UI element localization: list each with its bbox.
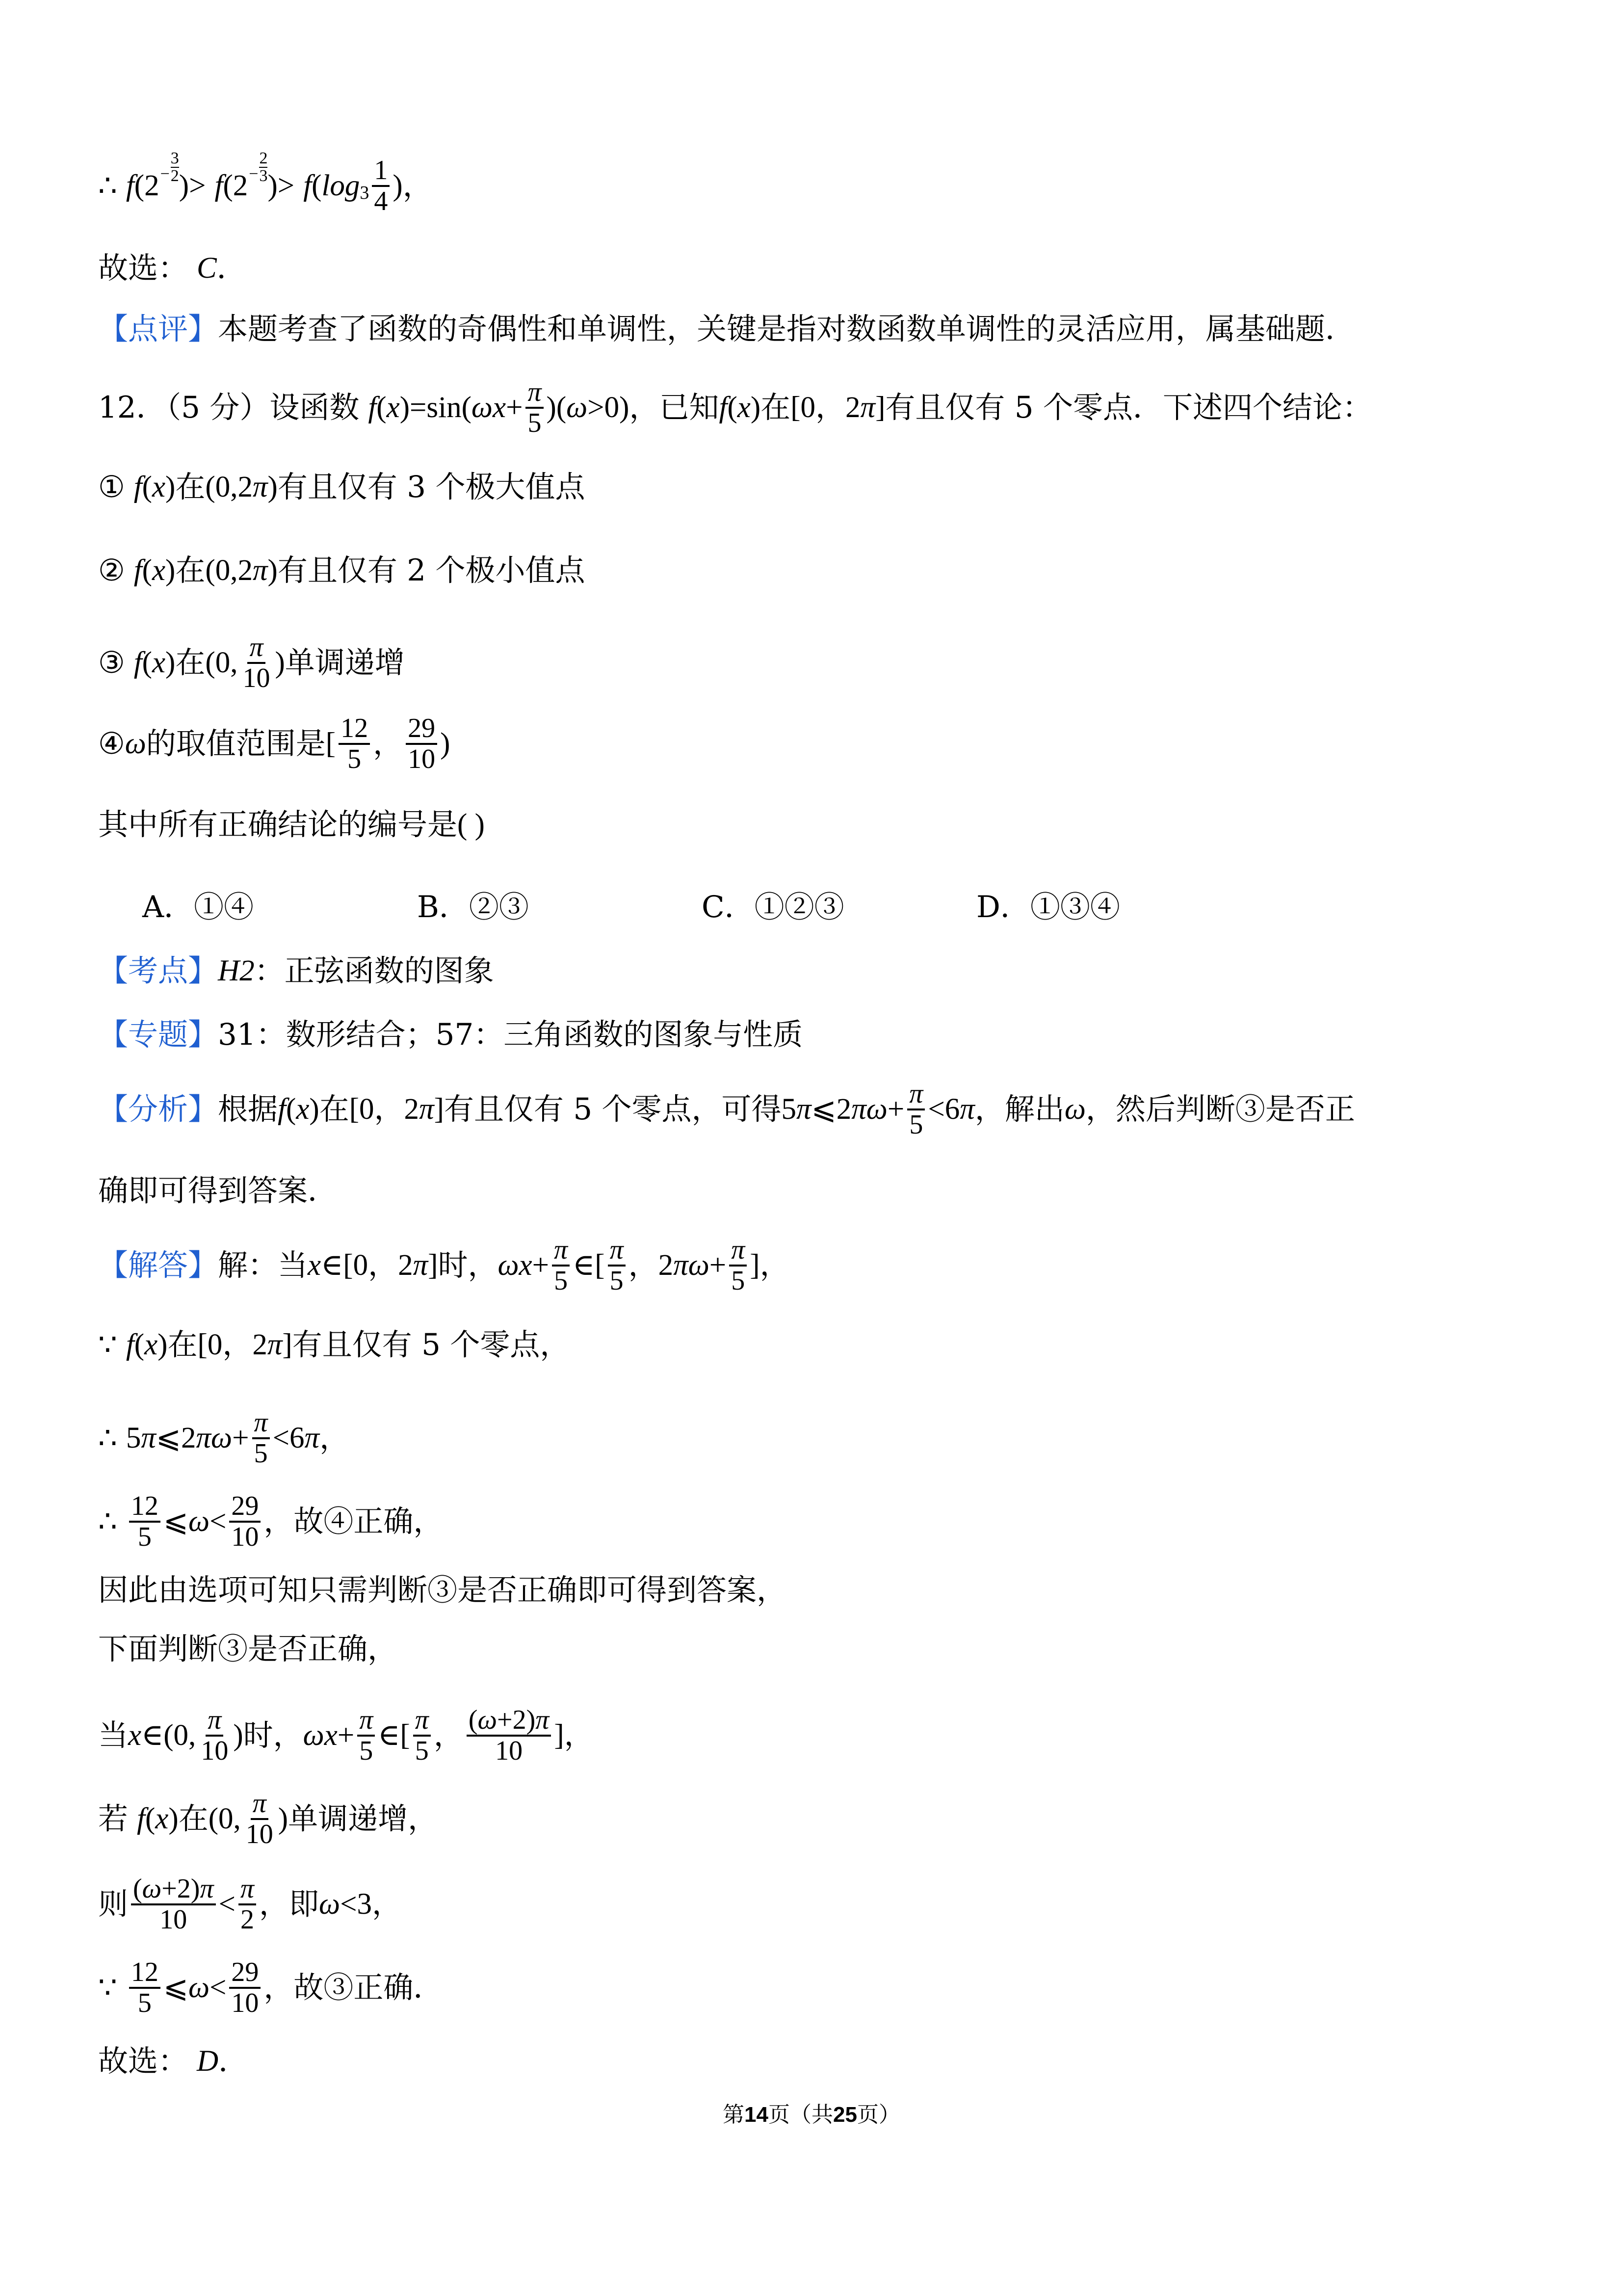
therefore-line-2: ∴ $\frac{12}{5}$ ⩽ ω < $\frac{29}{10}$ ，故④正确，: [98, 1491, 444, 1552]
question-tail: 其中所有正确结论的编号是 ( ): [98, 807, 485, 842]
thus-line: 因此由选项可知只需判断③是否正确即可得到答案，: [98, 1573, 787, 1608]
statement-2: ② f ( x ) 在 (0,2 π ) 有且仅有 2 个极小值点: [98, 553, 585, 588]
inequality-line: ∴ f (2 − $\frac{3}{2}$ )> f (2 − $\frac{2}{3}$ )> f ( log 3 $\frac{1}{4}$ ) ，: [98, 149, 433, 216]
fraction-pi-10: $\frac{\pi}{10}$: [242, 632, 270, 693]
answer-line-d: 故选： D ．: [98, 2044, 249, 2079]
exponent-neg-3-2: − $\frac{3}{2}$: [160, 149, 179, 185]
fenxi-line-2: 确即可得到答案．: [98, 1173, 338, 1208]
statement-1: ① f ( x ) 在 (0,2 π ) 有且仅有 3 个极大值点: [98, 470, 585, 504]
fraction-pi-5: $\frac{\pi}{5}$: [525, 378, 543, 438]
fraction-12-5: $\frac{12}{5}$: [339, 714, 370, 774]
option-d: D．①③④: [976, 890, 1120, 924]
page-footer: 第14页（共25页）: [723, 2102, 900, 2127]
jieda-line: 【解答】 解：当 x ∈[0，2 π ] 时， ωx + $\frac{\pi}{5}$ ∈[ $\frac{\pi}{5}$ ， 2 πω + $\frac{\pi}{5}$ ]，: [98, 1235, 790, 1296]
review-line: 【点评】 本题考查了函数的奇偶性和单调性，关键是指对数函数单调性的灵活应用，属基础题．: [98, 312, 1356, 346]
zhuanti-line: 【专题】 31：数形结合；57：三角函数的图象与性质: [98, 1017, 803, 1052]
fraction-1-4: $\frac{1}{4}$: [372, 156, 390, 216]
therefore-symbol: ∴: [98, 168, 117, 204]
fraction-29-10: $\frac{29}{10}$: [406, 714, 437, 774]
kaodian-line: 【考点】 H2 ：正弦函数的图象: [98, 953, 494, 988]
because-line: ∵ f ( x ) 在 [0，2 π ] 有且仅有 5 个零点，: [98, 1327, 570, 1362]
statement-4: ④ ω 的取值范围是 [ $\frac{12}{5}$ ， $\frac{29}{10}$ ): [98, 713, 450, 774]
therefore-line-1: ∴ 5 π ⩽2 πω + $\frac{\pi}{5}$ <6 π ，: [98, 1407, 350, 1469]
question-12-line: 12．（5 分）设函数 f ( x )=sin( ωx + $\frac{\pi}{5}$ )( ω >0) ，已知 f ( x ) 在 [0，2 π ] 有且仅有 5 个零点．下述四个结论：: [98, 377, 1372, 438]
statement-3: ③ f ( x ) 在 (0, $\frac{\pi}{10}$ ) 单调递增: [98, 632, 405, 693]
if-line: 若 f ( x ) 在 (0, $\frac{\pi}{10}$ ) 单调递增，: [98, 1788, 438, 1849]
final-line: ∵ $\frac{12}{5}$ ⩽ ω < $\frac{29}{10}$ ，故③正确．: [98, 1957, 444, 2018]
when-line: 当 x ∈(0, $\frac{\pi}{10}$ ) 时， ωx + $\frac{\pi}{5}$ ∈[ $\frac{\pi}{5}$ ， $\frac{(\omega+2)\pi}{10}$ ]，: [98, 1705, 594, 1766]
next-line: 下面判断③是否正确，: [98, 1632, 398, 1666]
then-line: 则 $\frac{(\omega+2)\pi}{10}$ < $\frac{\pi}{2}$ ，即 ω <3，: [98, 1874, 402, 1935]
review-tag: 【点评】: [98, 312, 218, 346]
fenxi-line: 【分析】 根据 f ( x ) 在 [0，2 π ] 有且仅有 5 个零点，可得 5 π ⩽2 πω + $\frac{\pi}{5}$ <6 π ，解出 ω ，然后判断③是否正: [98, 1079, 1355, 1140]
answer-line-c: 故选： C ．: [98, 251, 247, 286]
option-b: B．②③: [417, 890, 529, 924]
option-a: A．①④: [142, 890, 254, 924]
option-c: C．①②③: [702, 890, 844, 924]
fraction-pi-5-b: $\frac{\pi}{5}$: [907, 1080, 925, 1139]
exponent-neg-2-3: − $\frac{2}{3}$: [249, 149, 268, 185]
